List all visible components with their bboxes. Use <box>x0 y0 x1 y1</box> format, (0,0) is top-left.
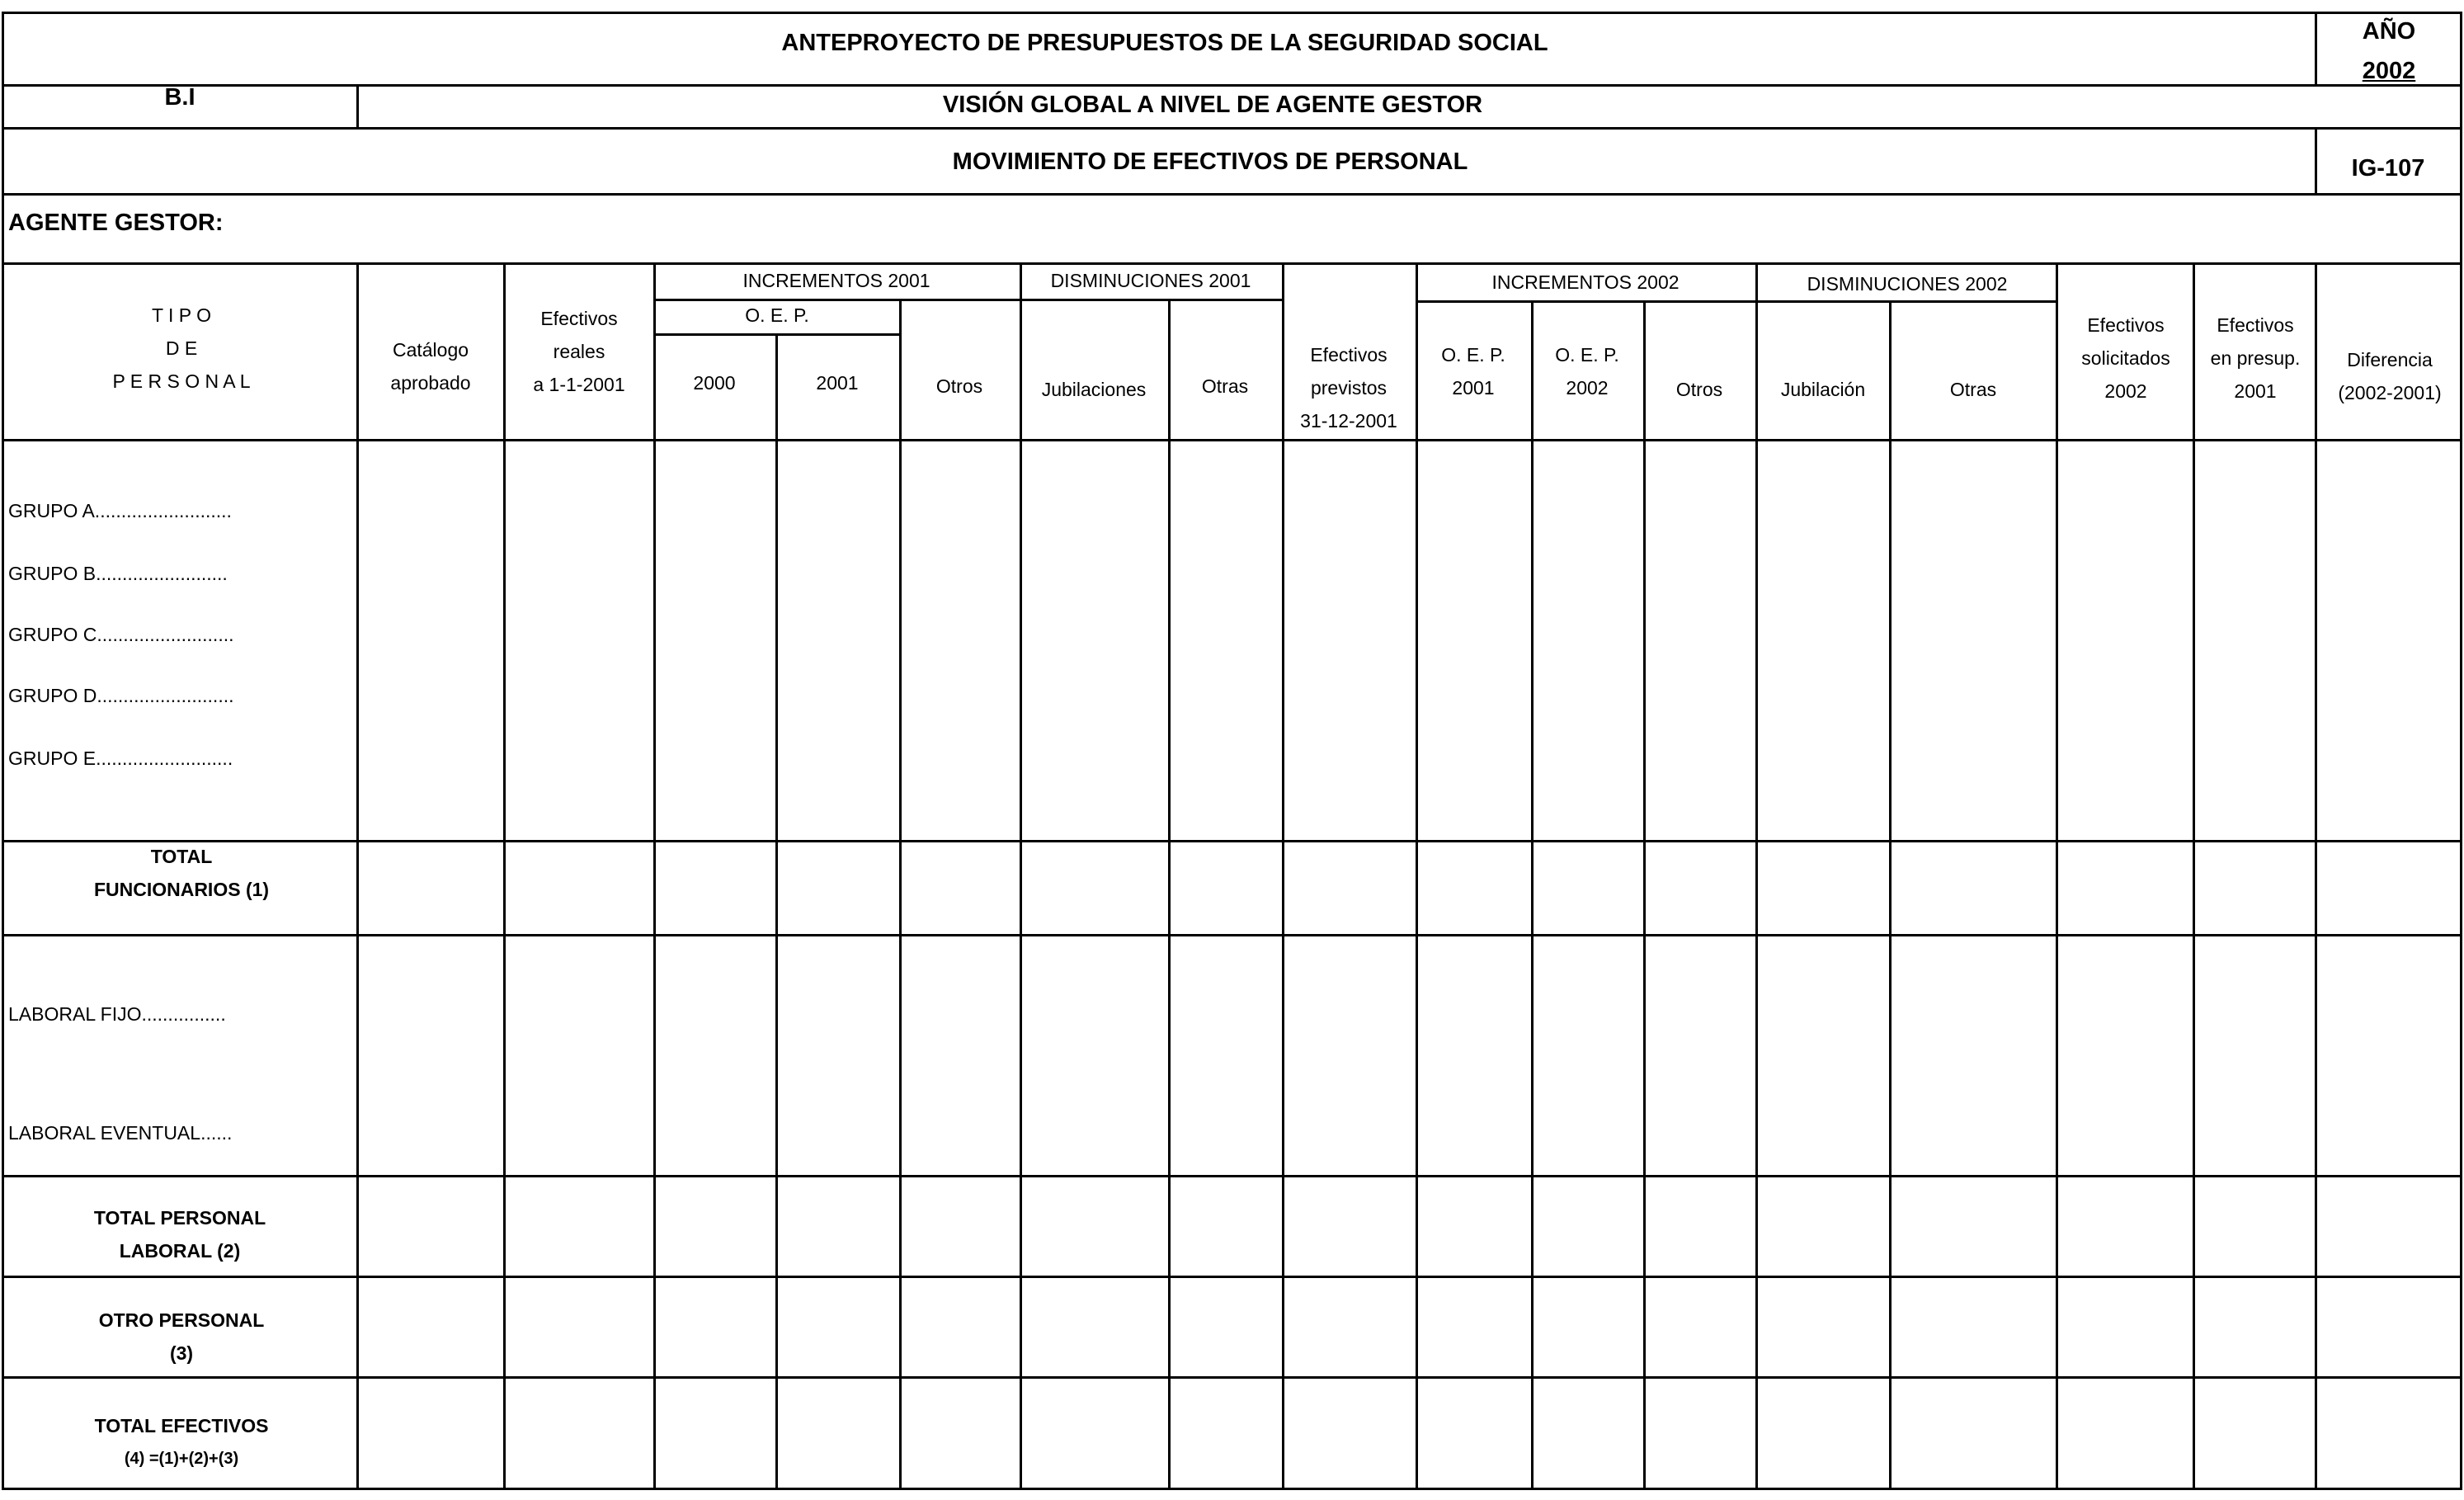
form-code: IG-107 <box>2351 155 2425 182</box>
col-previstos-line2: previstos <box>1310 377 1387 399</box>
col-otros: Otros <box>935 375 983 397</box>
row-laboral-fijo: LABORAL FIJO................ <box>8 1003 226 1025</box>
col-diferencia-line2: (2002-2001) <box>2338 382 2442 403</box>
form-title: MOVIMIENTO DE EFECTIVOS DE PERSONAL <box>952 149 1468 175</box>
col-oep-2000: 2000 <box>693 372 736 394</box>
year-value: 2002 <box>2362 58 2416 84</box>
divider <box>2 1376 2462 1379</box>
divider <box>1416 262 1418 1490</box>
divider <box>1416 300 2056 303</box>
row-otro-personal-line2: (3) <box>169 1342 194 1364</box>
col-oep-2001: 2001 <box>816 372 859 394</box>
divider <box>1643 300 1646 1490</box>
divider <box>356 84 359 127</box>
divider <box>775 333 778 1490</box>
col-tipo-line1: T I P O <box>151 304 212 326</box>
divider <box>2056 262 2058 1490</box>
row-grupo-e: GRUPO E.......................... <box>8 748 233 769</box>
divider <box>1020 262 1022 1490</box>
form-frame <box>2 12 2462 1490</box>
col-oep2001-line1: O. E. P. <box>1441 344 1505 366</box>
document-title: ANTEPROYECTO DE PRESUPUESTOS DE LA SEGURIDAD SOCIAL <box>781 30 1548 56</box>
col-tipo-line2: D E <box>165 337 198 359</box>
row-total-funcionarios-line2: FUNCIONARIOS (1) <box>93 879 270 900</box>
col-catalogo-line1: Catálogo <box>392 339 469 361</box>
divider <box>2 1276 2462 1278</box>
col-reales-line1: Efectivos <box>540 308 618 329</box>
col-reales-line2: reales <box>553 341 605 362</box>
row-total-efectivos-line2: (4) =(1)+(2)+(3) <box>124 1450 239 1468</box>
divider <box>1889 300 1892 1490</box>
col-oep2002-line1: O. E. P. <box>1555 344 1619 366</box>
divider <box>2 934 2462 936</box>
row-otro-personal-line1: OTRO PERSONAL <box>98 1309 265 1331</box>
col-solicitados-line2: solicitados <box>2081 347 2170 369</box>
row-laboral-eventual: LABORAL EVENTUAL...... <box>8 1122 233 1144</box>
divider <box>2 84 2462 87</box>
col-presup-line2: en presup. <box>2210 347 2301 369</box>
divider <box>2 439 2462 441</box>
divider <box>2315 12 2317 84</box>
divider <box>2 193 2462 196</box>
row-total-laboral-line2: LABORAL (2) <box>119 1240 241 1262</box>
col-diferencia-line1: Diferencia <box>2347 349 2433 370</box>
col-otras: Otras <box>1201 375 1249 397</box>
row-grupo-d: GRUPO D.......................... <box>8 685 234 706</box>
col-reales-line3: a 1-1-2001 <box>533 374 625 395</box>
divider <box>503 262 506 1490</box>
col-solicitados-line3: 2002 <box>2104 380 2147 402</box>
divider <box>2 840 2462 842</box>
col-jubilaciones: Jubilaciones <box>1041 379 1147 400</box>
divider <box>2315 262 2317 1490</box>
divider <box>1755 262 1758 1490</box>
divider <box>2193 262 2195 1490</box>
section-title: VISIÓN GLOBAL A NIVEL DE AGENTE GESTOR <box>942 92 1483 118</box>
group-incrementos-2002: INCREMENTOS 2002 <box>1491 271 1680 293</box>
row-total-laboral-line1: TOTAL PERSONAL <box>93 1207 266 1229</box>
row-total-efectivos-line1: TOTAL EFECTIVOS <box>94 1415 269 1436</box>
col-jubilacion: Jubilación <box>1780 379 1866 400</box>
section-code: B.I <box>164 84 196 111</box>
divider <box>2 1175 2462 1177</box>
col-presup-line1: Efectivos <box>2217 314 2294 336</box>
col-oep2001-line2: 2001 <box>1452 377 1495 399</box>
divider <box>2315 127 2317 193</box>
divider <box>356 262 359 1490</box>
col-tipo-line3: P E R S O N A L <box>112 370 251 392</box>
row-grupo-b: GRUPO B......................... <box>8 563 228 584</box>
col-catalogo-line2: aprobado <box>390 372 471 394</box>
group-incrementos-2001: INCREMENTOS 2001 <box>742 270 930 291</box>
divider <box>2 127 2462 130</box>
group-disminuciones-2002: DISMINUCIONES 2002 <box>1807 273 2008 295</box>
divider <box>1282 262 1284 1490</box>
year-label: AÑO <box>2362 18 2416 45</box>
divider <box>1531 300 1534 1490</box>
col-otros-2: Otros <box>1675 379 1723 400</box>
divider <box>1168 299 1171 1490</box>
col-previstos-line1: Efectivos <box>1310 344 1387 366</box>
group-disminuciones-2001: DISMINUCIONES 2001 <box>1050 270 1251 291</box>
row-grupo-a: GRUPO A.......................... <box>8 500 232 521</box>
agent-label: AGENTE GESTOR: <box>8 210 224 236</box>
row-grupo-c: GRUPO C.......................... <box>8 624 234 645</box>
group-oep: O. E. P. <box>745 304 809 326</box>
row-total-funcionarios-line1: TOTAL <box>150 846 213 867</box>
divider <box>899 299 902 1490</box>
col-previstos-line3: 31-12-2001 <box>1300 410 1397 432</box>
col-oep2002-line2: 2002 <box>1566 377 1609 399</box>
col-presup-line3: 2001 <box>2234 380 2277 402</box>
divider <box>653 262 656 1490</box>
col-otras-2: Otras <box>1949 379 1997 400</box>
col-solicitados-line1: Efectivos <box>2087 314 2165 336</box>
